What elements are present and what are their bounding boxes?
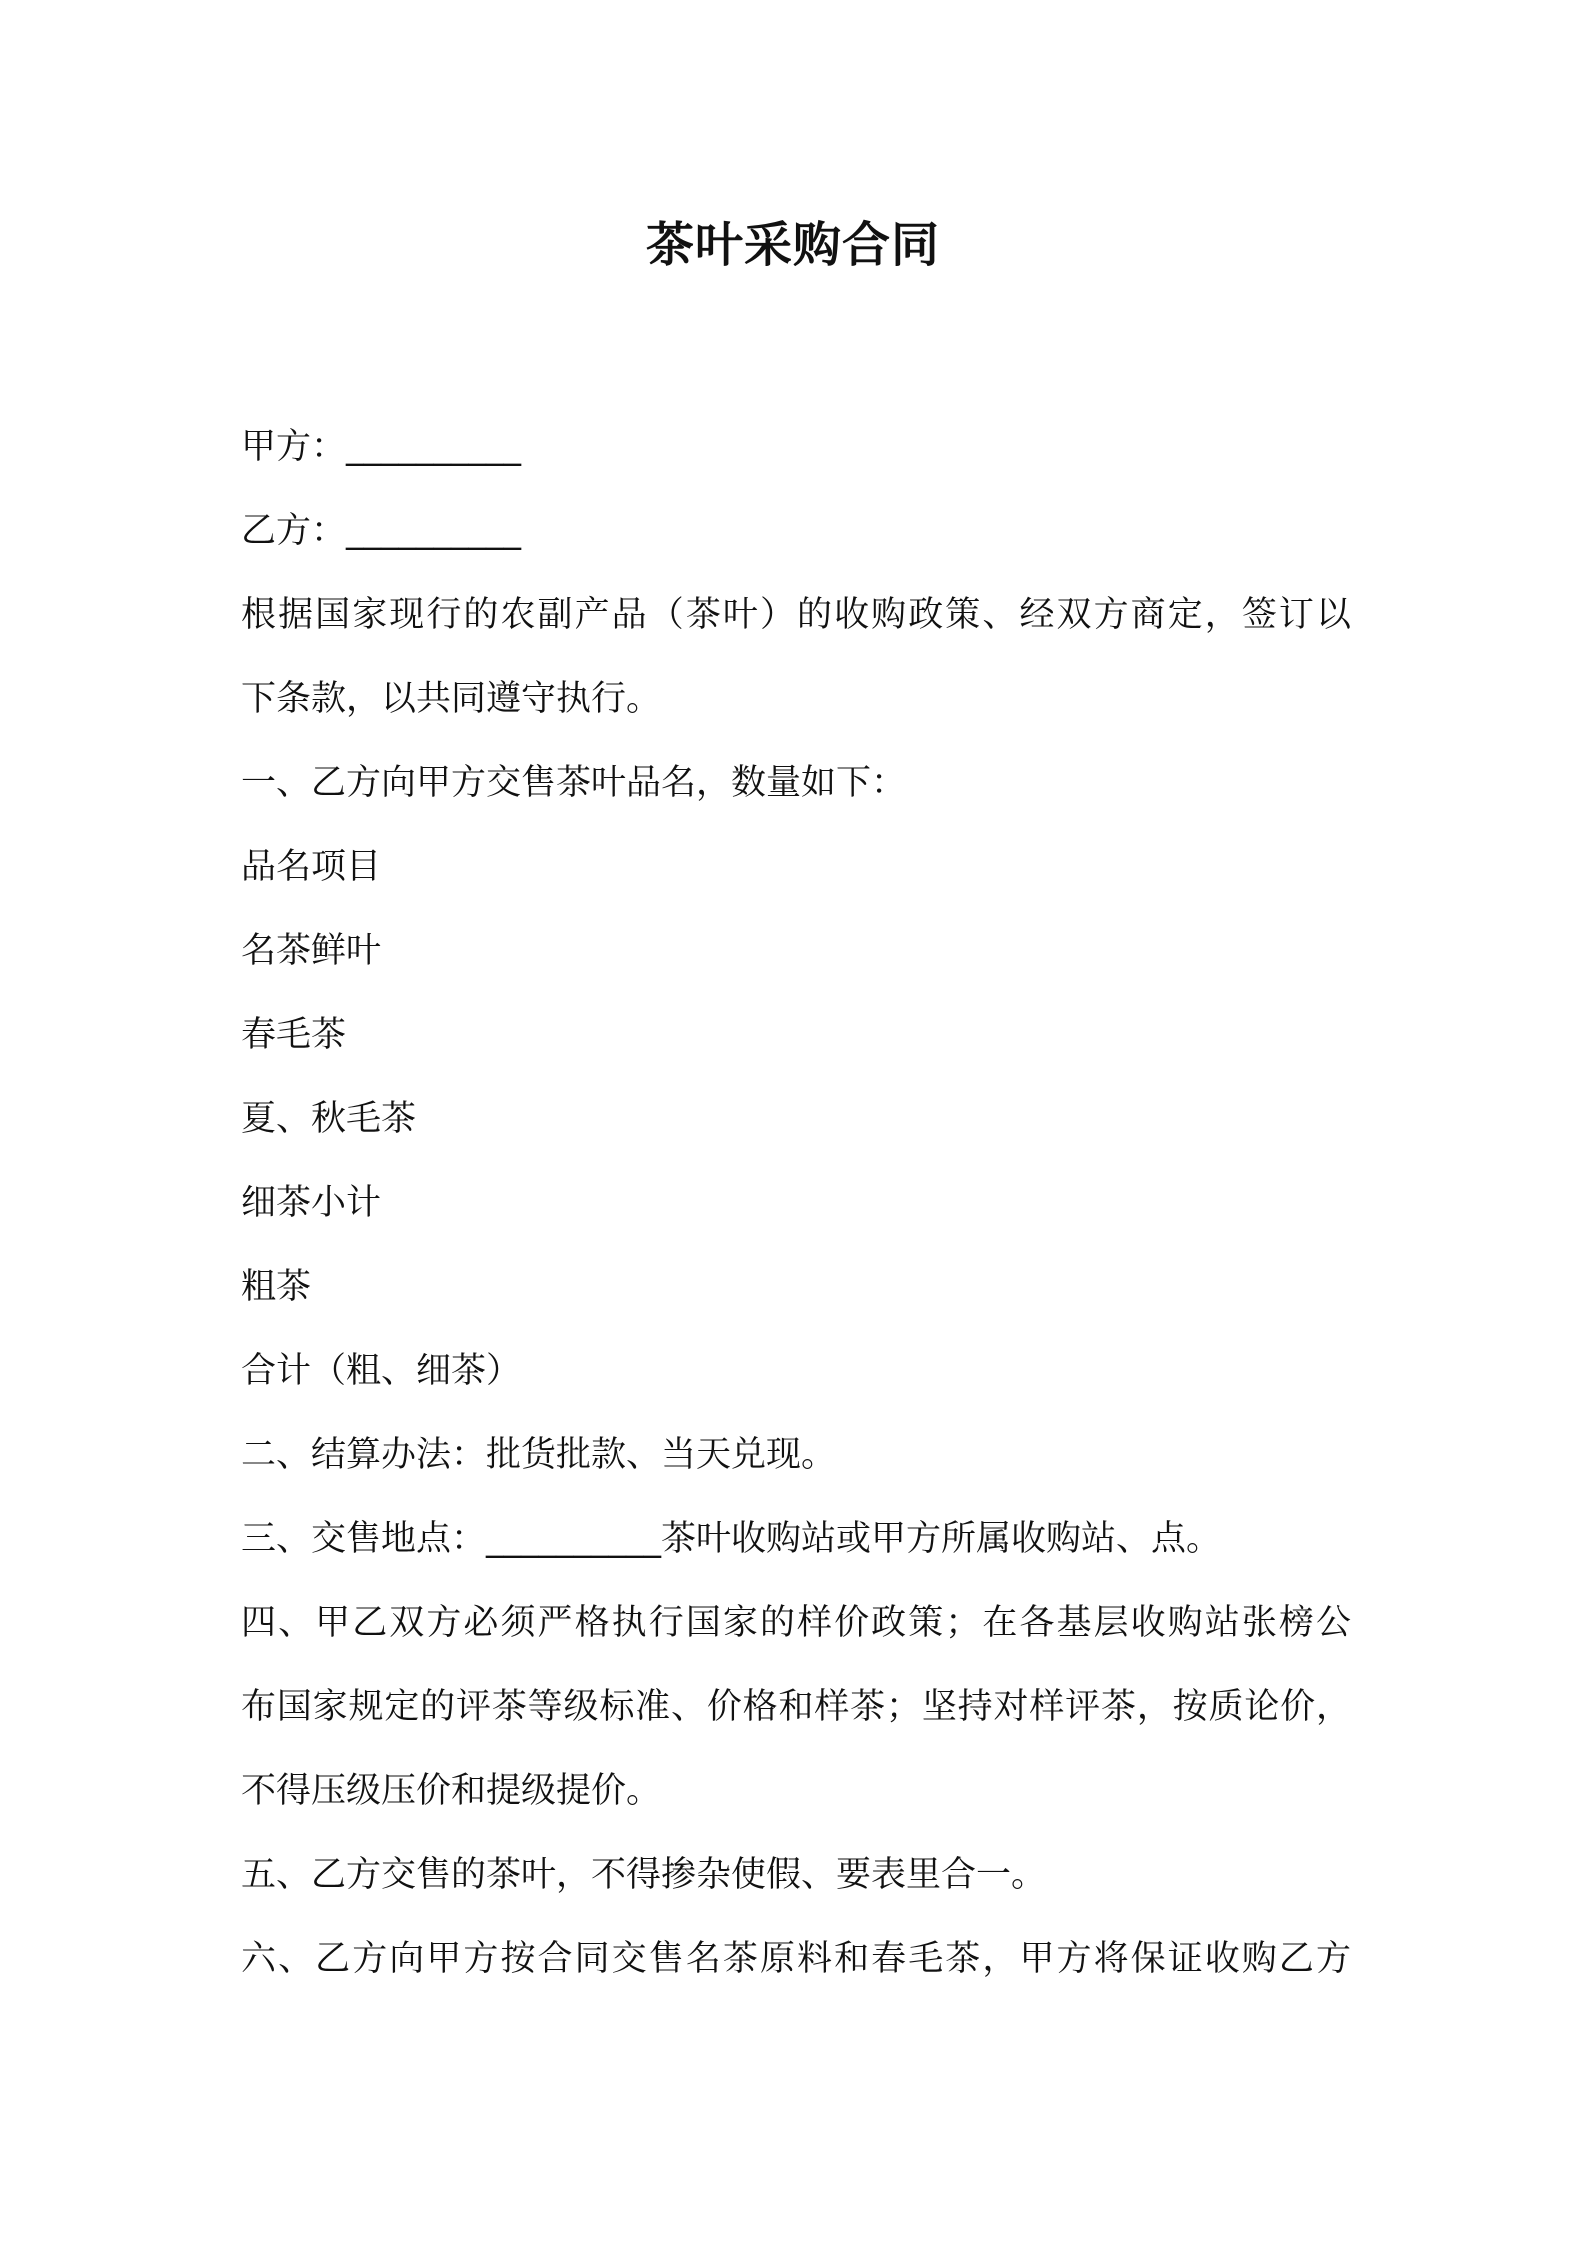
- party-b-line: 乙方：__________: [241, 511, 522, 551]
- clause-4-line-1: 四、甲乙双方必须严格执行国家的样价政策；在各基层收购站张榜公: [241, 1603, 1351, 1643]
- clause-4-line-2: 布国家规定的评茶等级标准、价格和样茶；坚持对样评茶，按质论价，: [241, 1687, 1351, 1727]
- item-header: 品名项目: [241, 847, 382, 887]
- item-spring-raw-tea: 春毛茶: [241, 1015, 347, 1055]
- preamble-line-2: 下条款，以共同遵守执行。: [241, 679, 662, 719]
- item-summer-autumn-raw-tea: 夏、秋毛茶: [241, 1099, 417, 1139]
- clause-2: 二、结算办法：批货批款、当天兑现。: [241, 1435, 837, 1475]
- clause-6-line-1: 六、乙方向甲方按合同交售名茶原料和春毛茶，甲方将保证收购乙方: [241, 1939, 1351, 1979]
- clause-1-heading: 一、乙方向甲方交售茶叶品名，数量如下：: [241, 763, 907, 803]
- item-famous-fresh-leaf: 名茶鲜叶: [241, 931, 382, 971]
- item-coarse-tea: 粗茶: [241, 1267, 312, 1307]
- clause-3: 三、交售地点：__________茶叶收购站或甲方所属收购站、点。: [241, 1519, 1222, 1559]
- document-body: [241, 405, 1351, 2001]
- clause-4-line-3: 不得压级压价和提级提价。: [241, 1771, 662, 1811]
- item-fine-tea-subtotal: 细茶小计: [241, 1183, 382, 1223]
- preamble-line-1: 根据国家现行的农副产品（茶叶）的收购政策、经双方商定，签订以: [241, 595, 1351, 635]
- document-title: 茶叶采购合同: [645, 217, 940, 273]
- party-a-line: 甲方：__________: [241, 427, 522, 467]
- item-total: 合计（粗、细茶）: [241, 1351, 522, 1391]
- clause-5: 五、乙方交售的茶叶，不得掺杂使假、要表里合一。: [241, 1855, 1047, 1895]
